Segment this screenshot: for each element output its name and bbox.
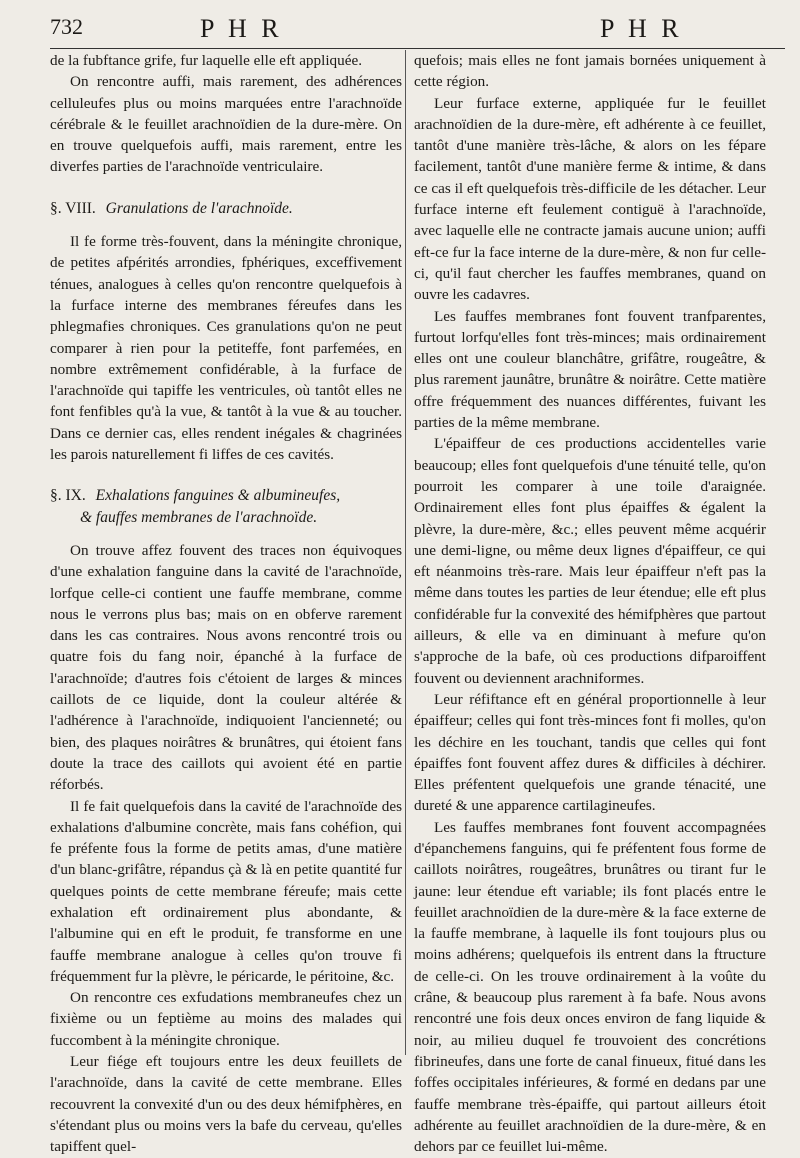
paragraph: Leur fiége eft toujours entre les deux feuillets de l'arachnoïde, dans la cavité de cette membrane. Elles recouvrent la convexité d'un ou des deux hémifphères, en s'étendant plus ou moins vers la bafe du cerveau, qu'elles tapiffent quel- bbox=[50, 1053, 402, 1156]
paragraph: Les fauffes membranes font fouvent accompagnées d'épanchemens fanguins, qui fe préfentent fous forme de caillots noirâtres, rougeâtres, brunâtres ou tirant fur le jaune: leur étendue eft variable; ils font placés entre le feuillet arachnoïdien de la dure-mère & la face externe de la fauffe membrane, à laquelle ils font toujours plus ou moins adhérens; quelquefois ils entrent dans la ftructure de celle-ci. On les trouve ordinairement à la voûte du crâne, & beaucoup plus rarement à fa bafe. Nous avons rencontré une fois deux onces environ de fang liquide & noir, au milieu duquel fe trouvoient des concrétions fibrineufes, dans une forte de canal finueux, fitué dans les foffes occipitales inférieures, & formé en dedans par une fauffe membrane très-épaiffe, qui partout ailleurs étoit adhérente au feuillet arachnoïdien de la dure-mère, & en dehors par ce feuillet lui-même. bbox=[414, 818, 766, 1156]
section-title: Granulations de l'arachnoïde. bbox=[105, 199, 293, 217]
section-heading bbox=[50, 485, 402, 528]
header-rule bbox=[50, 48, 785, 49]
section-subtitle: & fauffes membranes de l'arachnoïde. bbox=[80, 508, 318, 526]
paragraph: On trouve affez fouvent des traces non équivoques d'une exhalation fanguine dans la cavité de l'arachnoïde, lorfque celle-ci contient une fauffe membrane, comme nous le verrons plus bas; mais on en obferve rarement dans les cas contraires. Nous avons rencontré trois ou quatre fois du fang noir, épanché à la furface de l'arachnoïde; d'autres fois c'étoient de larges & minces caillots de ce liquide, dont la couleur altérée & l'adhérence à l'arachnoïde, indiquoient l'ancienneté; ou bien, des plaques noirâtres & brunâtres, qui étoient fans doute la trace des caillots qui avoient été en partie réforbés. bbox=[50, 541, 402, 794]
paragraph: Il fe fait quelquefois dans la cavité de l'arachnoïde des exhalations d'albumine concrète, mais fans cohéfion, qui fe préfente fous la forme de petits amas, d'une matière d'un blanc-grifâtre, répandus çà & là en petite quantité fur quelques points de cette membrane féreufe; mais cette exhalation eft ordinairement plus abondante, & l'albumine qui en eft le produit, fe transforme en une fauffe membrane analogue à celles qu'on trouve fi fréquemment fur la plèvre, le péricarde, le péritoine, &c. bbox=[50, 797, 402, 985]
column-divider bbox=[405, 50, 406, 1055]
paragraph: de la fubftance grife, fur laquelle elle eft appliquée. bbox=[50, 52, 363, 69]
paragraph: Les fauffes membranes font fouvent tranfparentes, furtout lorfqu'elles font très-minces; mais ordinairement elles ont une couleur blanchâtre, grifâtre, rougeâtre, & plus rarement jaunâtre, brunâtre & noirâtre. Cette matière offre fréquemment des nuances différentes, fuivant les parties de la même membrane. bbox=[414, 307, 766, 432]
page-header bbox=[50, 14, 790, 48]
section-number: §. IX. bbox=[50, 487, 86, 505]
paragraph: Leur réfiftance eft en général proportionnelle à leur épaiffeur; celles qui font très-minces font fi molles, qu'on les déchire en les touchant, tandis que celles qui font épaiffes font fouvent affez dures & difficiles à déchirer. Elles préfentent quelquefois une grande ténacité, une dureté & une apparence cartilagineufes. bbox=[414, 690, 766, 815]
page-number: 732 bbox=[50, 14, 83, 39]
paragraph: Leur furface externe, appliquée fur le feuillet arachnoïdien de la dure-mère, eft adhérente à ce feuillet, tantôt d'une manière très-lâche, & alors on les fépare facilement, tantôt d'une manière ferme & intime, & dans ce cas il eft quelquefois très-difficile de les détacher. Leur furface interne eft feulement contiguë à l'arachnoïde, avec laquelle elle ne contracte jamais aucune union; auffi eft-ce fur la face interne de la dure-mère, & non fur celle-ci, qu'il faut chercher les fauffes membranes, quand on ouvre les cadavres. bbox=[414, 94, 766, 304]
paragraph: Il fe forme très-fouvent, dans la méningite chronique, de petites afpérités arrondies, fphériques, exceffivement ténues, analogues à celles qu'on rencontre quelquefois à la furface interne des membranes féreufes dans les phlegmafies chroniques. Ces granulations qu'on ne peut comparer à rien pour la petiteffe, font parfemées, en nombre extrêmement confidérable, à la furface de l'arachnoïde qui tapiffe les ventricules, où tantôt elles ne font fenfibles qu'à la vue, & tantôt à la vue & au toucher. Dans ce dernier cas, elles rendent inégales & chagrinées les parois naturellement fi liffes de ces cavités. bbox=[50, 233, 402, 464]
paragraph: On rencontre ces exfudations membraneufes chez un fixième ou un feptième au moins des malades qui fuccombent à la méningite chronique. bbox=[50, 989, 402, 1049]
section-number: §. VIII. bbox=[50, 199, 96, 217]
right-column bbox=[414, 50, 766, 1157]
paragraph: quefois; mais elles ne font jamais bornées uniquement à cette région. bbox=[414, 52, 766, 91]
section-heading bbox=[50, 198, 402, 219]
left-column bbox=[50, 50, 402, 1158]
running-head-left: P H R bbox=[200, 14, 283, 43]
paragraph: On rencontre auffi, mais rarement, des adhérences celluleufes plus ou moins marquées entre l'arachnoïde cérébrale & le feuillet arachnoïdien de la dure-mère. On en trouve quelquefois auffi, mais rarement, entre les diverfes parties de l'arachnoïde ventriculaire. bbox=[50, 73, 402, 176]
running-head-right: P H R bbox=[600, 14, 683, 43]
paragraph: L'épaiffeur de ces productions accidentelles varie beaucoup; elles font quelquefois d'une ténuité telle, qu'on pourroit les comparer à une toile d'araignée. Ordinairement elles font plus épaiffes & égalent la plèvre, la dure-mère, &c.; elles peuvent même acquérir une demi-ligne, ou même deux lignes d'épaiffeur, ce qui eft néanmoins très-rare. Mais leur épaiffeur n'eft pas la même dans toutes les parties de leur étendue; elle eft plus confidérable fur la convexité des hémifphères que partout ailleurs, & elle va en diminuant à mefure qu'on s'approche de la bafe, où ces productions difparoiffent fouvent ou deviennent arachniformes. bbox=[414, 435, 766, 687]
section-title: Exhalations fanguines & albumineufes, bbox=[95, 487, 341, 505]
